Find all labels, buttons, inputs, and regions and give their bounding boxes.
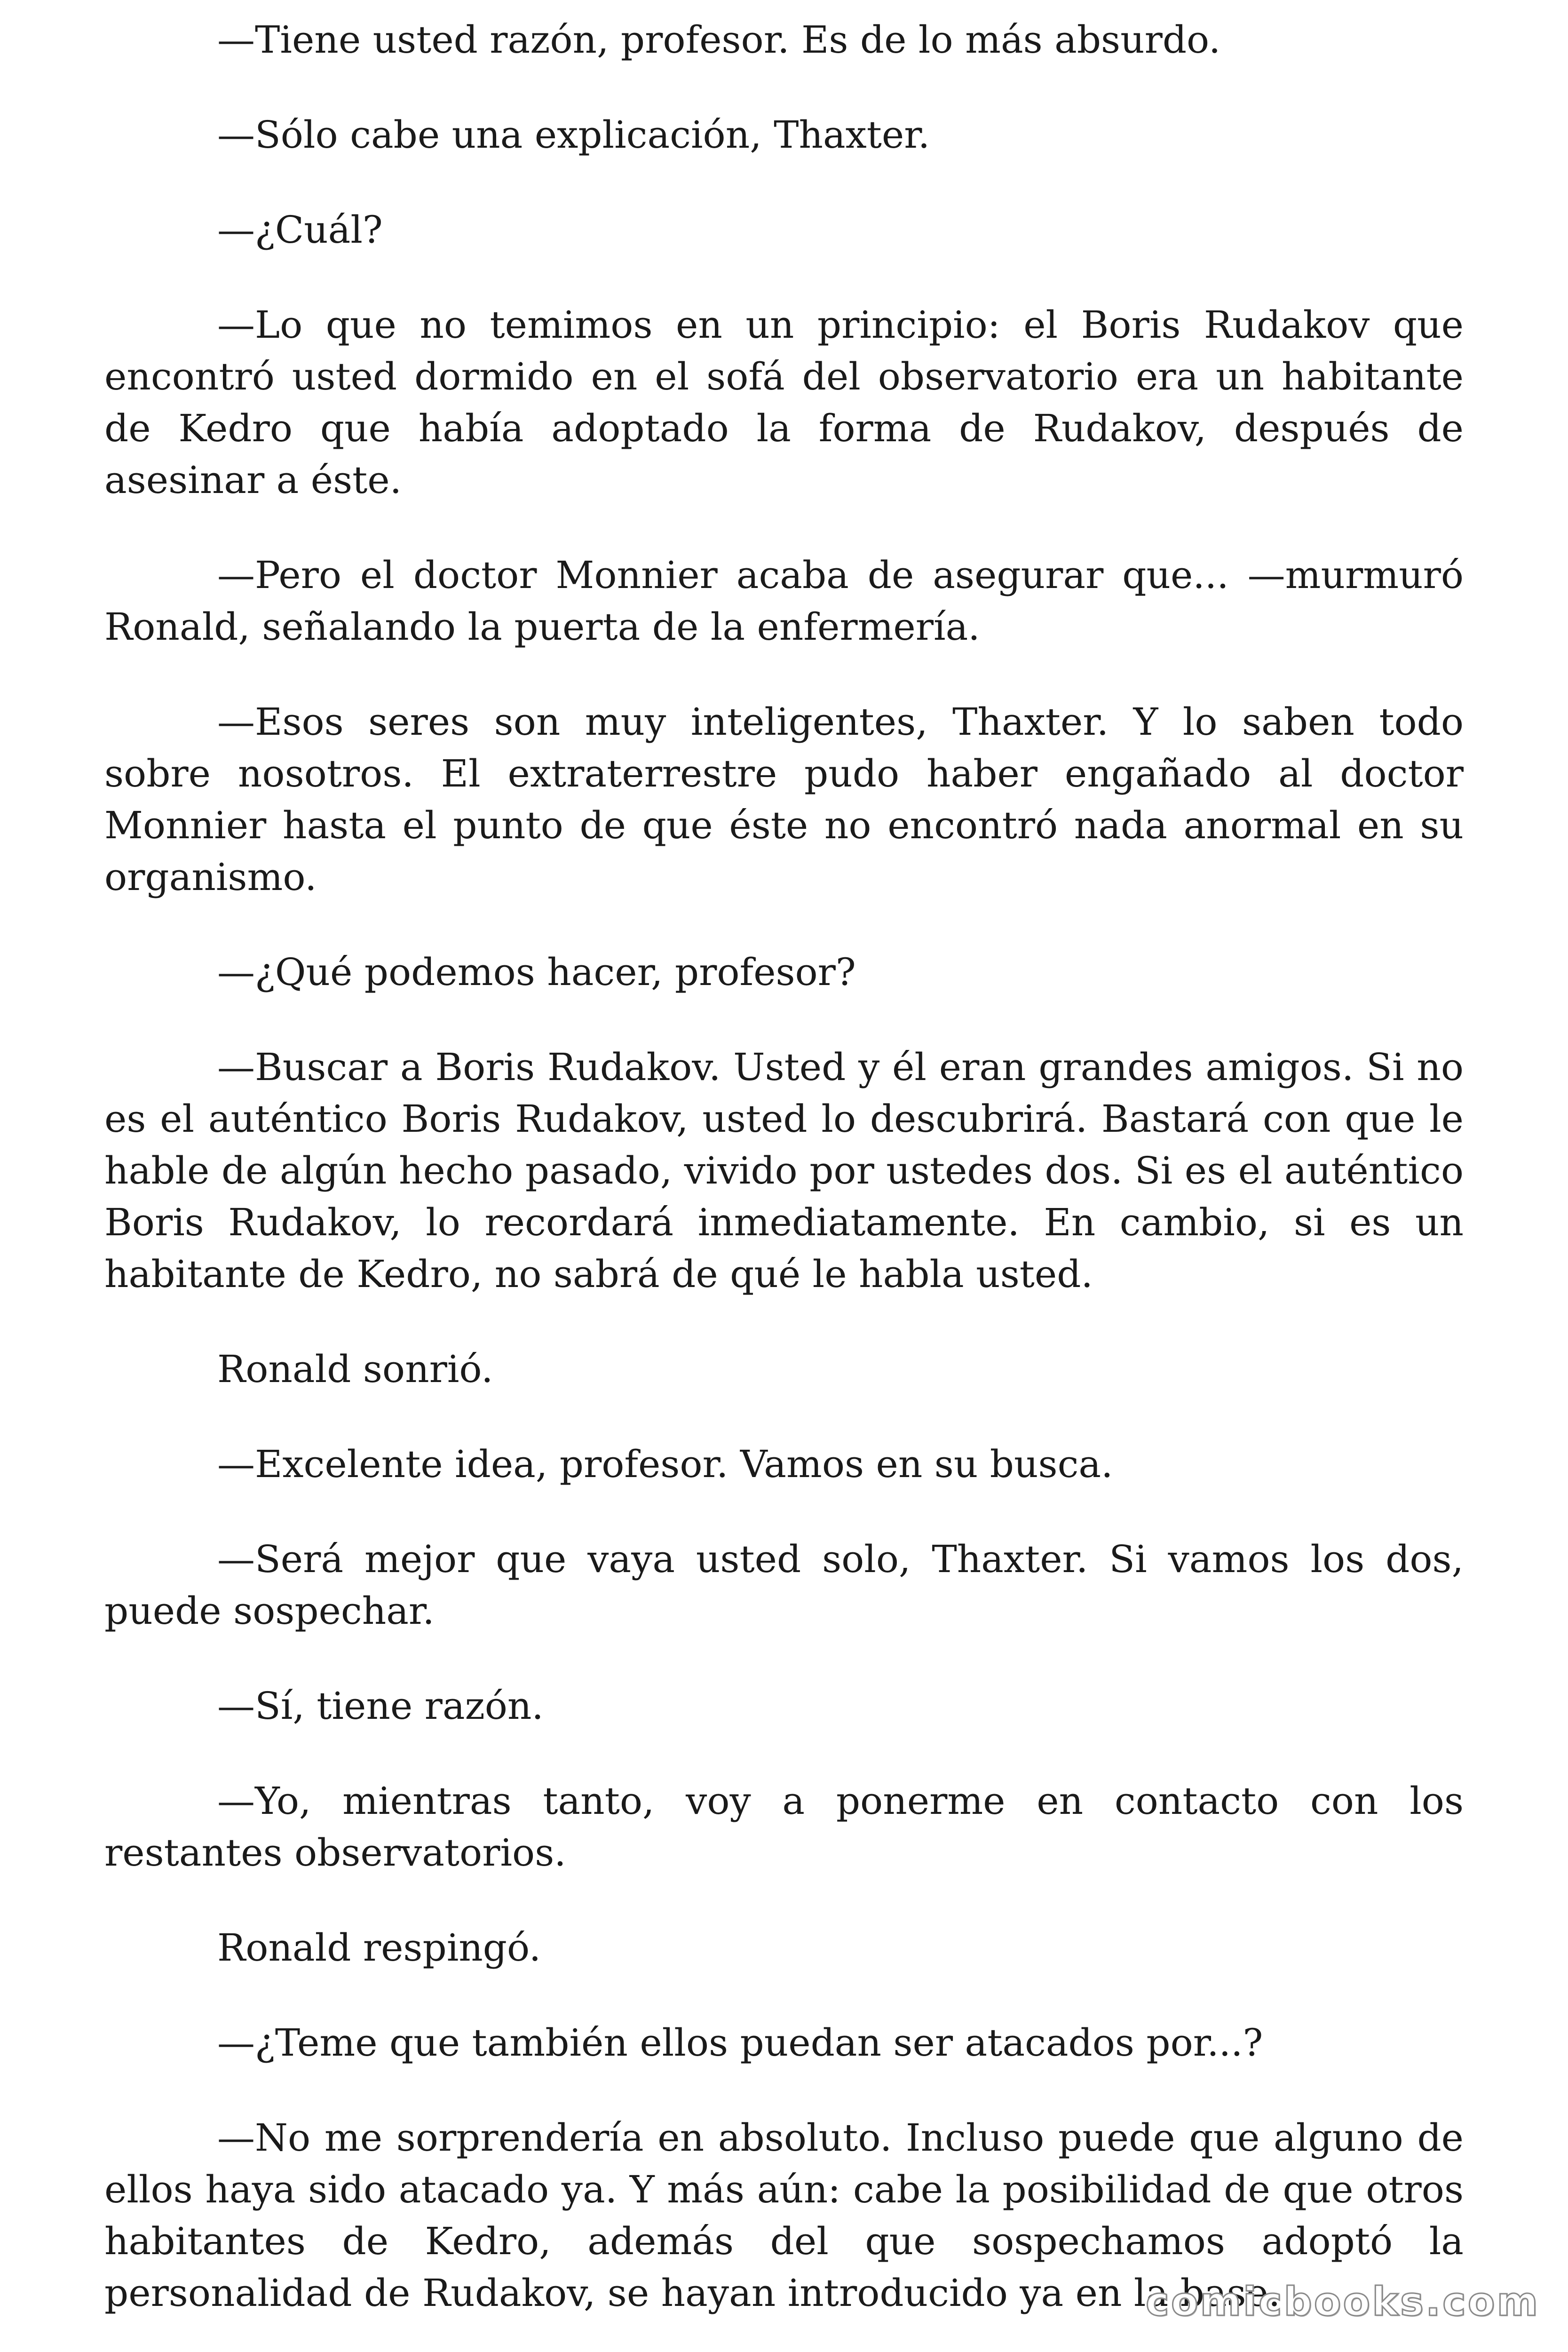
paragraph: —¿Cuál?: [217, 208, 383, 252]
paragraph: —¿Qué podemos hacer, profesor?: [217, 950, 856, 994]
paragraph: —Lo que no temimos en un principio: el Boris Rudakov que encontró usted dormido en el sofá del observatorio era un habitante de Kedro que había adoptado la forma de Rudakov, después de asesinar a éste.: [104, 303, 1464, 502]
paragraph: —Esos seres son muy inteligentes, Thaxter. Y lo saben todo sobre nosotros. El extraterrestre pudo haber engañado al doctor Monnier hasta el punto de que éste no encontró nada anormal en su organismo.: [104, 700, 1464, 899]
paragraph: —Será mejor que vaya usted solo, Thaxter. Si vamos los dos, puede sospechar.: [104, 1537, 1464, 1633]
paragraph: —Excelente idea, profesor. Vamos en su busca.: [217, 1442, 1113, 1486]
paragraph: —Sólo cabe una explicación, Thaxter.: [217, 113, 930, 157]
paragraph: —No me sorprendería en absoluto. Incluso puede que alguno de ellos haya sido atacado ya. Y más aún: cabe la posibilidad de que otros habitantes de Kedro, además del que sospechamos adoptó la personalidad de Rudakov, se hayan introducido ya en la base.: [104, 2116, 1464, 2315]
paragraph: —Tiene usted razón, profesor. Es de lo más absurdo.: [217, 18, 1221, 62]
paragraph: —Pero el doctor Monnier acaba de asegurar que... —murmuró Ronald, señalando la puerta de la enfermería.: [104, 553, 1464, 649]
paragraph: Ronald respingó.: [217, 1926, 541, 1970]
paragraph: —Buscar a Boris Rudakov. Usted y él eran grandes amigos. Si no es el auténtico Boris Rudakov, usted lo descubrirá. Bastará con que le hable de algún hecho pasado, vivido por ustedes dos. Si es el auténtico Boris Rudakov, lo recordará inmediatamente. En cambio, si es un habitante de Kedro, no sabrá de qué le habla usted.: [104, 1045, 1464, 1296]
paragraph: —Yo, mientras tanto, voy a ponerme en contacto con los restantes observatorios.: [104, 1779, 1464, 1875]
paragraph: —Sí, tiene razón.: [217, 1684, 544, 1728]
book-page-text: [104, 14, 1464, 2319]
paragraph: —¿Teme que también ellos puedan ser atacados por...?: [217, 2021, 1263, 2065]
paragraph: Ronald sonrió.: [217, 1347, 493, 1391]
watermark: comicbooks.com: [1146, 2279, 1540, 2325]
